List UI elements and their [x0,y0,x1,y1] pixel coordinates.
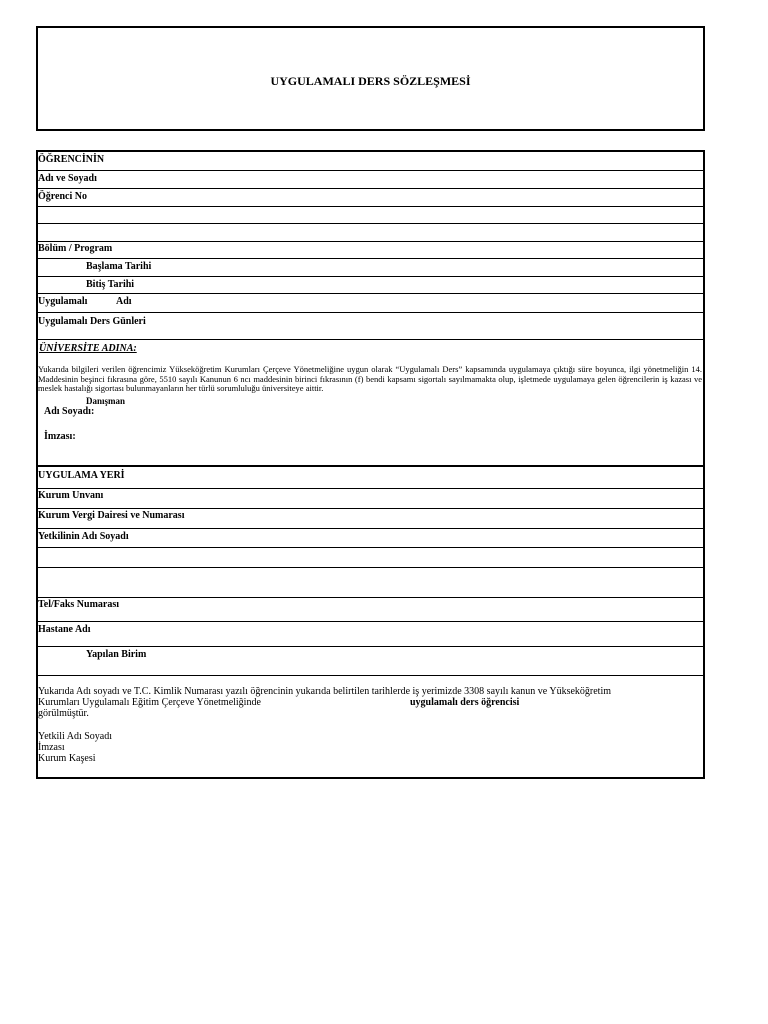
row-divider [38,508,703,509]
institution-label: Kurum Unvanı [38,490,104,501]
university-statement: Yukarıda bilgileri verilen öğrencimiz Yükseköğretim Kurumları Çerçeve Yönetmeliğine uygun olarak “Uygulamalı Ders” kapsamında uygulamaya çıktığı süre boyunca, ilgi yönetmeliğin 14. Maddesinin beşinci fıkrasına göre, 5510 sayılı Kanunun 6 ncı maddesinin birinci fıkrasının (f) bendi kapsamı sigortalı sayılmamakta olup, işletmede uygulamaya gelen öğrencilerin iş kazası ve meslek hastalığı sigortası bulunmayanların her türlü sorumluluğu üniversiteye aittir. [38,364,702,393]
contract-form [36,150,705,779]
row-divider [38,339,703,340]
phone-label: Tel/Faks Numarası [38,599,120,610]
student-name-label: Adı ve Soyadı [38,173,97,184]
authorized-name-field: Yetkili Adı Soyadı [38,731,112,742]
row-divider [38,276,703,277]
row-divider [38,567,703,568]
institution-stamp-field: Kurum Kaşesi [38,753,96,764]
document-title: UYGULAMALI DERS SÖZLEŞMESİ [270,74,471,88]
confirmation-line-1: Yukarıda Adı soyadı ve T.C. Kimlik Numarası yazılı öğrencinin yukarıda belirtilen tarihlerde iş yerimizde 3308 sayılı kanun ve Yükseköğretim [38,686,612,697]
program-label: Bölüm / Program [38,243,113,254]
row-divider [38,223,703,224]
row-divider [38,488,703,489]
advisor-signature-label: İmzası: [44,431,76,442]
row-divider [38,528,703,529]
row-divider [38,621,703,622]
row-divider [38,312,703,313]
tax-label: Kurum Vergi Dairesi ve Numarası [38,510,185,521]
end-date-label: Bitiş Tarihi [86,279,135,290]
row-divider [38,241,703,242]
row-divider [38,206,703,207]
advisor-label: Danışman [86,396,126,406]
confirmation-line-2b: uygulamalı ders öğrencisi [410,697,520,708]
university-header: ÜNİVERSİTE ADINA: [39,343,137,354]
section-divider [38,465,703,467]
row-divider [38,293,703,294]
authorized-signature-field: İmzası [38,742,65,753]
authorized-label: Yetkilinin Adı Soyadı [38,531,129,542]
start-date-label: Başlama Tarihi [86,261,152,272]
student-header: ÖĞRENCİNİN [38,154,105,165]
title-box [36,26,705,131]
row-divider [38,646,703,647]
row-divider [38,597,703,598]
workplace-header: UYGULAMA YERİ [38,470,125,481]
row-divider [38,258,703,259]
student-number-label: Öğrenci No [38,191,87,202]
confirmation-line-2a: Kurumları Uygulamalı Eğitim Çerçeve Yönetmeliğinde [38,697,261,708]
unit-label: Yapılan Birim [86,649,147,660]
row-divider [38,170,703,171]
row-divider [38,675,703,676]
row-divider [38,188,703,189]
practice-label: Uygulamalı [38,296,88,307]
practice-name-label: Adı [116,296,132,307]
hospital-label: Hastane Adı [38,624,91,635]
practice-days-label: Uygulamalı Ders Günleri [38,316,146,327]
advisor-name-label: Adı Soyadı: [44,406,95,417]
confirmation-line-3: görülmüştür. [38,708,89,719]
row-divider [38,547,703,548]
